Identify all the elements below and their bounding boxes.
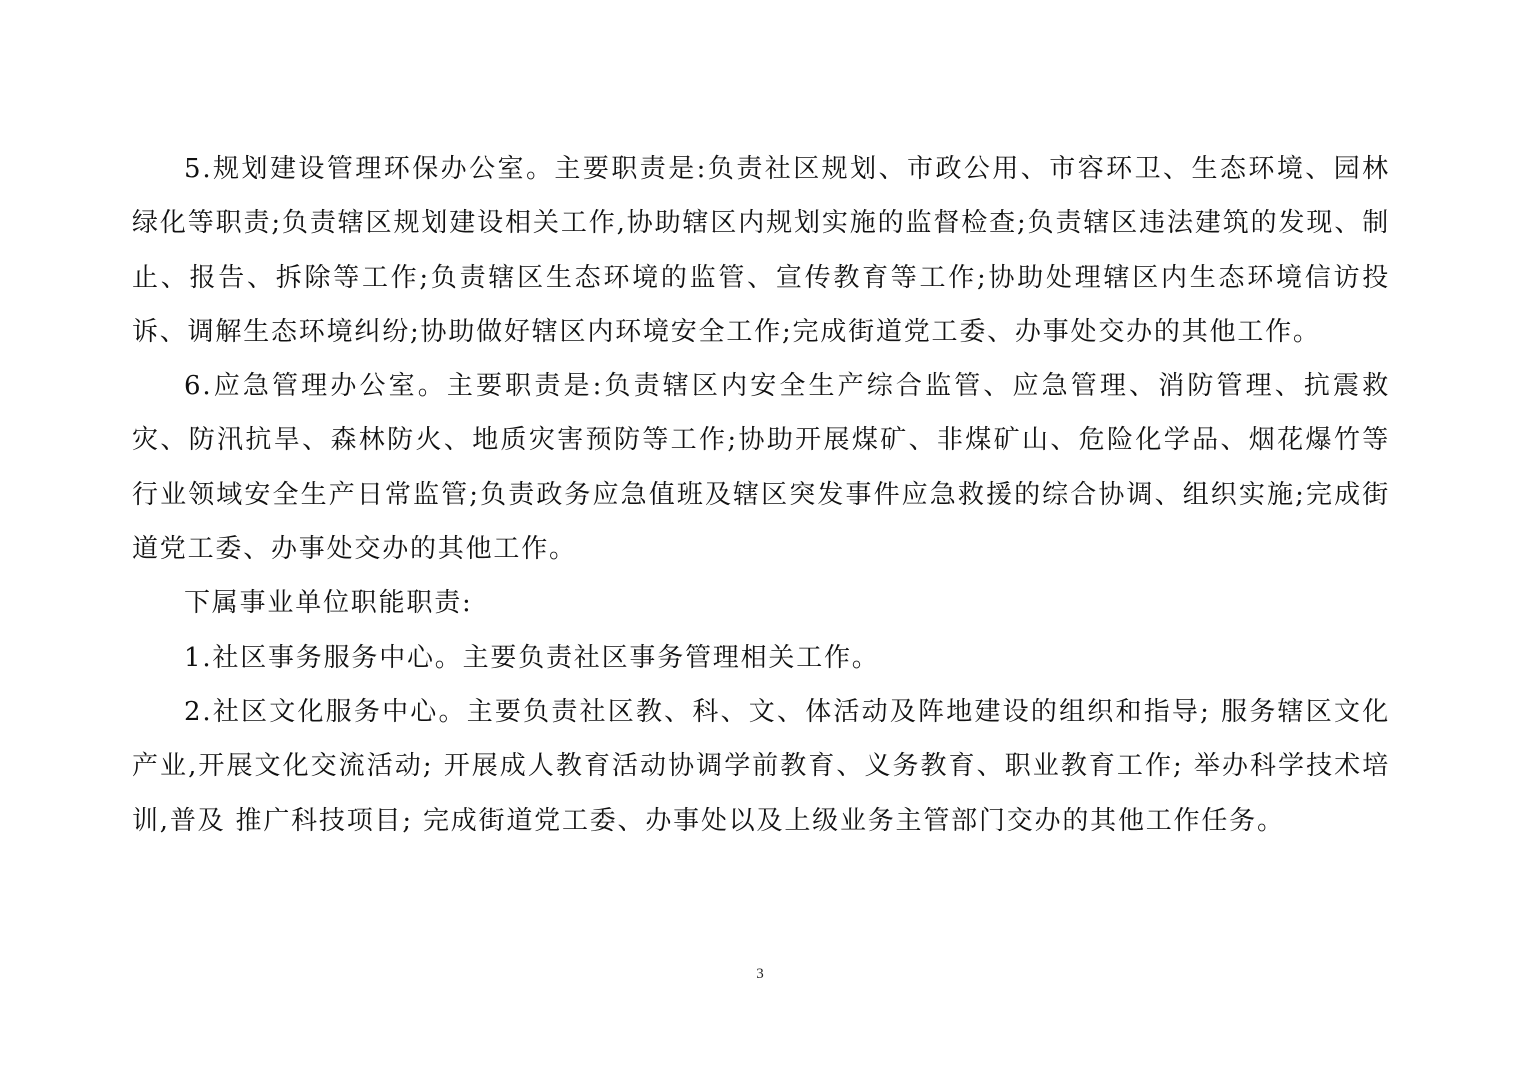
document-body <box>132 142 1390 848</box>
paragraph-planning-office: 5.规划建设管理环保办公室。主要职责是:负责社区规划、市政公用、市容环卫、生态环境、园林绿化等职责;负责辖区规划建设相关工作,协助辖区内规划实施的监督检查;负责辖区违法建筑的发现、制止、报告、拆除等工作;负责辖区生态环境的监管、宣传教育等工作;协助处理辖区内生态环境信访投诉、调解生态环境纠纷;协助做好辖区内环境安全工作;完成街道党工委、办事处交办的其他工作。 <box>132 154 1390 347</box>
page-number: 3 <box>756 966 764 982</box>
paragraph-affiliated-units-heading: 下属事业单位职能职责: <box>184 588 473 619</box>
paragraph-community-affairs-center: 1.社区事务服务中心。主要负责社区事务管理相关工作。 <box>184 642 880 673</box>
paragraph-community-culture-center: 2.社区文化服务中心。主要负责社区教、科、文、体活动及阵地建设的组织和指导; 服务辖区文化产业,开展文化交流活动; 开展成人教育活动协调学前教育、义务教育、职业教育工作; 举办科学技术培训,普及 推广科技项目; 完成街道党工委、办事处以及上级业务主管部门交办的其他工作任务。 <box>132 696 1390 836</box>
paragraph-emergency-office: 6.应急管理办公室。主要职责是:负责辖区内安全生产综合监管、应急管理、消防管理、抗震救灾、防汛抗旱、森林防火、地质灾害预防等工作;协助开展煤矿、非煤矿山、危险化学品、烟花爆竹等行业领域安全生产日常监管;负责政务应急值班及辖区突发事件应急救援的综合协调、组织实施;完成街道党工委、办事处交办的其他工作。 <box>132 371 1390 565</box>
